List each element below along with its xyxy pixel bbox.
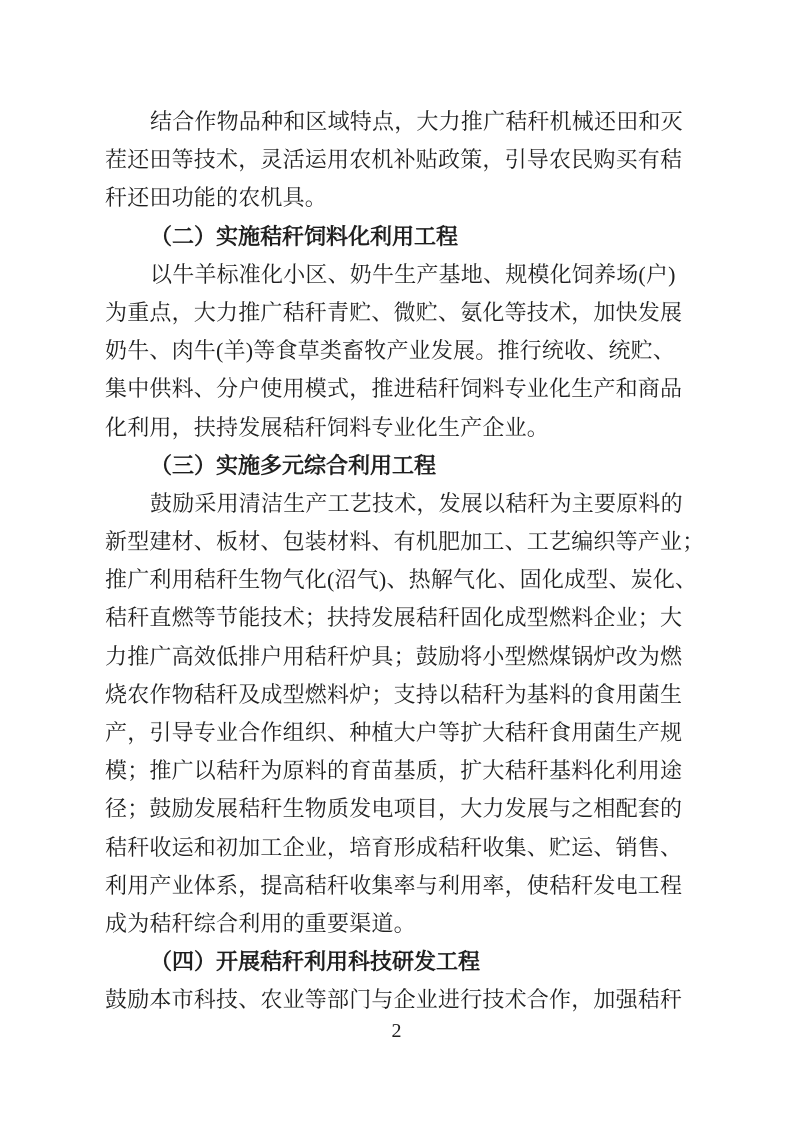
body-line: 秆还田功能的农机具。 bbox=[105, 185, 328, 211]
section-heading-4: （四）开展秸秆利用科技研发工程 bbox=[150, 949, 481, 975]
body-line: 化利用，扶持发展秸秆饲料专业化生产企业。 bbox=[105, 414, 550, 440]
body-line: 模；推广以秸秆为原料的育苗基质，扩大秸秆基料化利用途 bbox=[105, 758, 683, 784]
body-line: 茬还田等技术，灵活运用农机补贴政策，引导农民购买有秸 bbox=[105, 147, 683, 173]
body-line: 鼓励采用清洁生产工艺技术，发展以秸秆为主要原料的 bbox=[150, 490, 683, 516]
body-line: 径；鼓励发展秸秆生物质发电项目，大力发展与之相配套的 bbox=[105, 796, 683, 822]
body-line: 利用产业体系，提高秸秆收集率与利用率，使秸秆发电工程 bbox=[105, 872, 683, 898]
section-heading-3: （三）实施多元综合利用工程 bbox=[150, 452, 437, 478]
page-number: 2 bbox=[391, 1020, 402, 1042]
body-line: 秸秆直燃等节能技术；扶持发展秸秆固化成型燃料企业；大 bbox=[105, 605, 683, 631]
body-line: 烧农作物秸秆及成型燃料炉；支持以秸秆为基料的食用菌生 bbox=[105, 681, 683, 707]
body-line: 秸秆收运和初加工企业，培育形成秸秆收集、贮运、销售、 bbox=[105, 834, 683, 860]
document-body bbox=[105, 103, 705, 1020]
body-line: 产，引导专业合作组织、种植大户等扩大秸秆食用菌生产规 bbox=[105, 720, 683, 745]
body-line: 为重点，大力推广秸秆青贮、微贮、氨化等技术，加快发展 bbox=[105, 299, 683, 325]
body-line: 奶牛、肉牛(羊)等食草类畜牧产业发展。推行统收、统贮、 bbox=[105, 338, 676, 364]
body-line: 以牛羊标准化小区、奶牛生产基地、规模化饲养场(户) bbox=[150, 261, 676, 287]
body-line: 集中供料、分户使用模式，推进秸秆饲料专业化生产和商品 bbox=[105, 376, 683, 402]
body-line: 鼓励本市科技、农业等部门与企业进行技术合作，加强秸秆 bbox=[105, 987, 683, 1013]
body-line: 成为秸秆综合利用的重要渠道。 bbox=[105, 910, 416, 936]
body-line: 力推广高效低排户用秸秆炉具；鼓励将小型燃煤锅炉改为燃 bbox=[105, 643, 683, 669]
section-heading-2: （二）实施秸秆饲料化利用工程 bbox=[150, 223, 459, 249]
body-line: 新型建材、板材、包装材料、有机肥加工、工艺编织等产业； bbox=[105, 529, 705, 555]
body-line: 推广利用秸秆生物气化(沼气)、热解气化、固化成型、炭化、 bbox=[105, 567, 698, 593]
body-line: 结合作物品种和区域特点，大力推广秸秆机械还田和灭 bbox=[150, 109, 683, 134]
